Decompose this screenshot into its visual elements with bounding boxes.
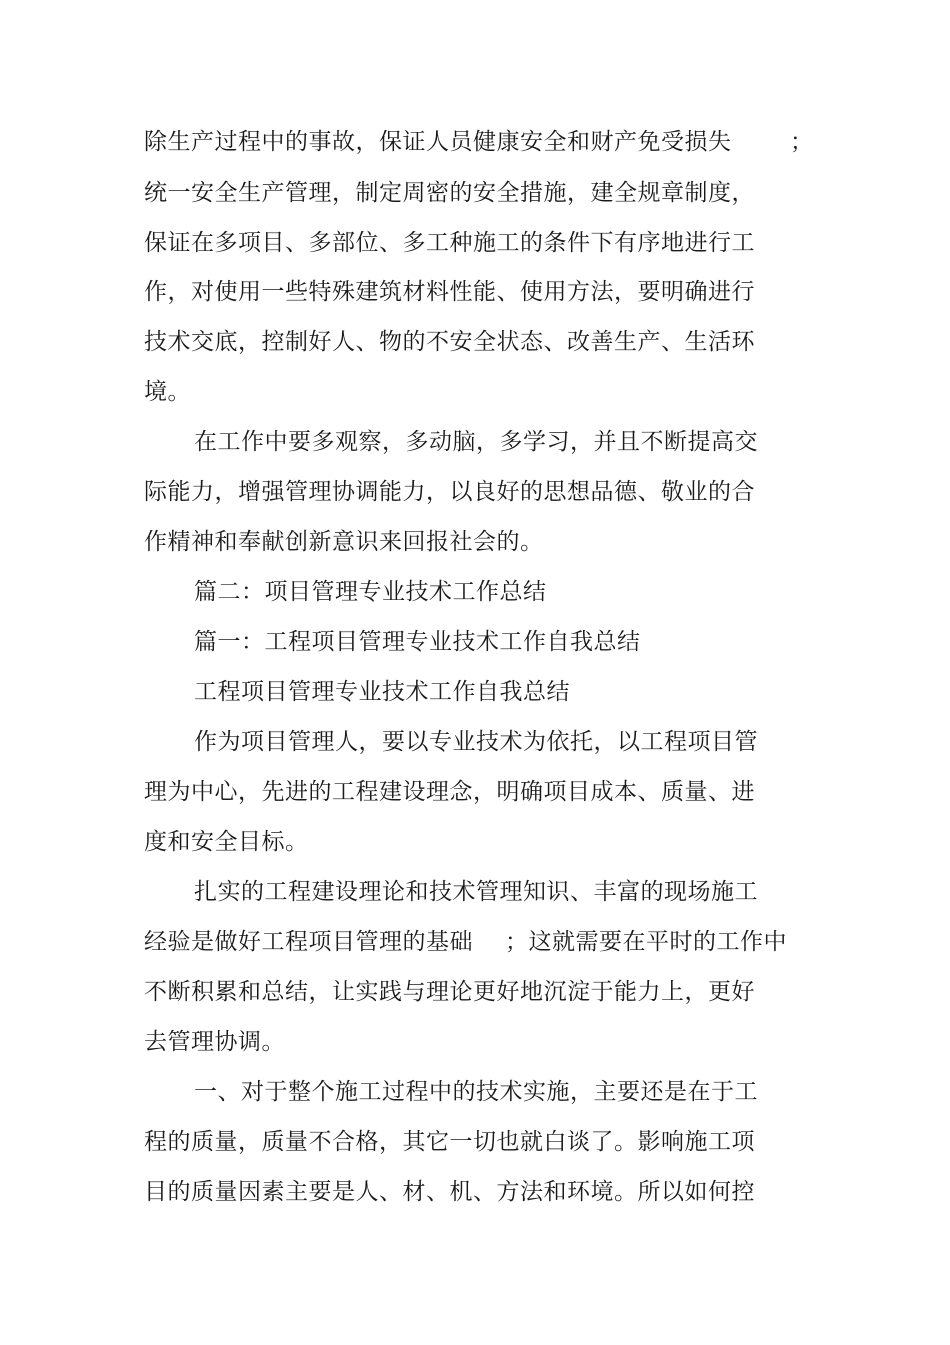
- text-line: 不断积累和总结，让实践与理论更好地沉淀于能力上，更好: [144, 979, 755, 1005]
- text-line: 目的质量因素主要是人、材、机、方法和环境。所以如何控: [144, 1179, 755, 1205]
- text-line: 理为中心，先进的工程建设理念，明确项目成本、质量、进: [144, 779, 755, 805]
- text-line: 保证在多项目、多部位、多工种施工的条件下有序地进行工: [144, 230, 755, 256]
- paragraph-start: 一、对于整个施工过程中的技术实施，主要还是在于工: [194, 1079, 758, 1105]
- text-line: 际能力，增强管理协调能力，以良好的思想品德、敬业的合: [144, 479, 755, 505]
- text-line: 度和安全目标。: [144, 829, 309, 855]
- paragraph-start: 扎实的工程建设理论和技术管理知识、丰富的现场施工: [194, 879, 758, 905]
- text-line: 技术交底，控制好人、物的不安全状态、改善生产、生活环: [144, 329, 755, 355]
- paragraph-start: 在工作中要多观察，多动脑，多学习，并且不断提高交: [194, 429, 758, 455]
- text-punctuation: ；: [790, 129, 813, 155]
- section-heading: 篇一：工程项目管理专业技术工作自我总结: [194, 629, 641, 655]
- text-line: 除生产过程中的事故，保证人员健康安全和财产免受损失: [144, 129, 732, 155]
- text-line: 境。: [144, 379, 191, 405]
- text-line: 程的质量，质量不合格，其它一切也就白谈了。影响施工项: [144, 1129, 755, 1155]
- text-line: 去管理协调。: [144, 1029, 285, 1055]
- text-line: 统一安全生产管理，制定周密的安全措施，建全规章制度，: [144, 180, 755, 206]
- paragraph-start: 作为项目管理人，要以专业技术为依托，以工程项目管: [194, 729, 758, 755]
- section-heading: 篇二：项目管理专业技术工作总结: [194, 579, 547, 605]
- text-line-continuation: ；这就需要在平时的工作中: [505, 929, 787, 955]
- text-line: 作，对使用一些特殊建筑材料性能、使用方法，要明确进行: [144, 279, 755, 305]
- document-title: 工程项目管理专业技术工作自我总结: [194, 679, 570, 705]
- text-line: 经验是做好工程项目管理的基础: [144, 929, 473, 955]
- text-line: 作精神和奉献创新意识来回报社会的。: [144, 529, 544, 555]
